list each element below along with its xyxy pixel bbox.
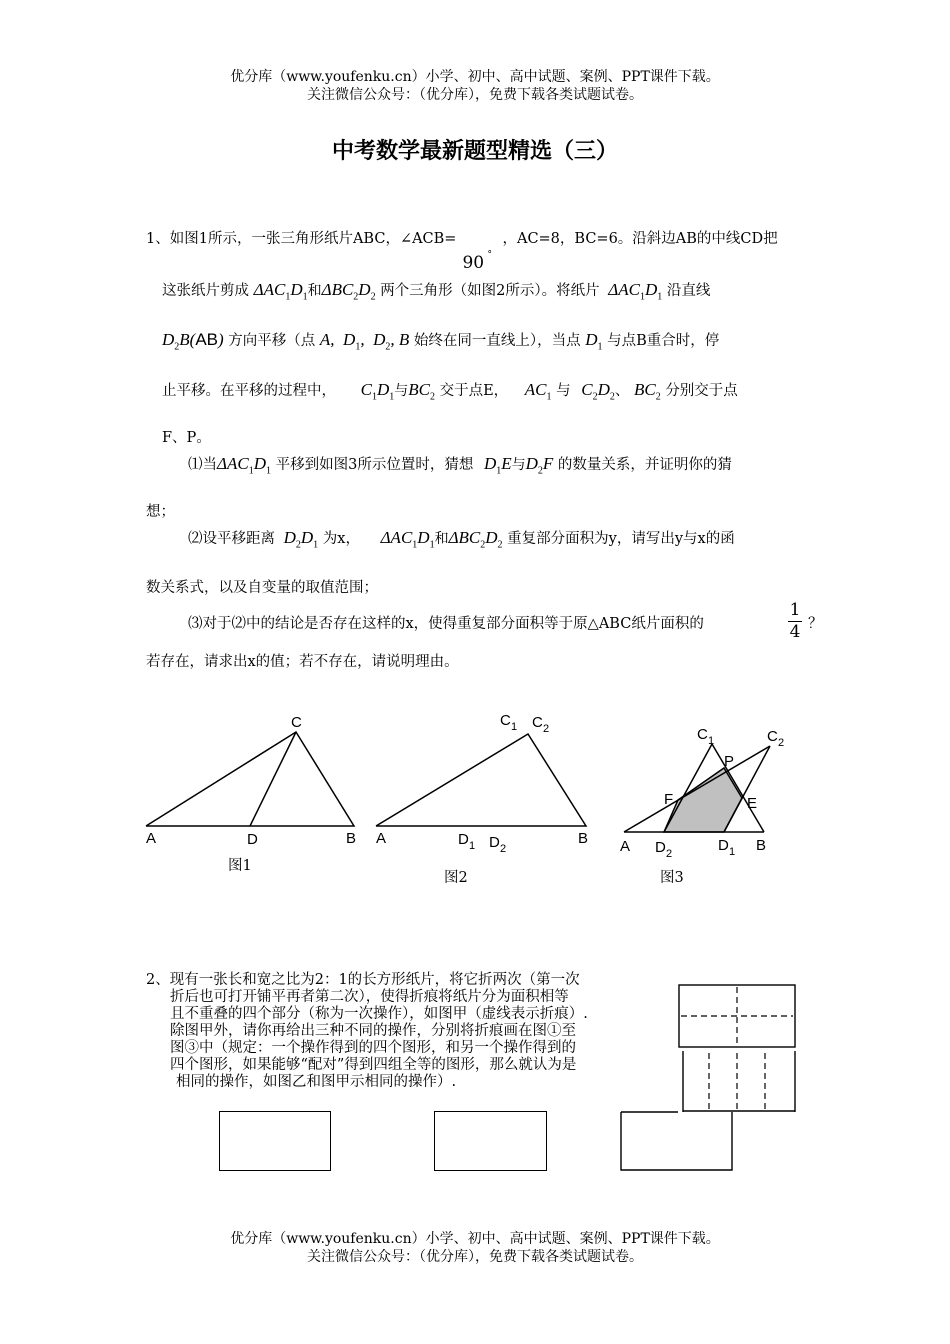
figures-area: [0, 700, 950, 900]
fig2-label-c1: C: [500, 712, 511, 729]
svg-text:2: 2: [543, 723, 550, 735]
fig3-label-c2: C: [767, 728, 778, 745]
q1-line-1: 1、如图1所示，一张三角形纸片ABC，∠ACB= 90 ° ，AC=8，BC=6。沿斜边AB的中线CD把: [146, 231, 778, 273]
page-title: 中考数学最新题型精选（三）: [331, 139, 618, 164]
q2-line-7: 相同的操作，如图乙和图甲示相同的操作）.: [176, 1074, 457, 1090]
math-bc2: $BC_2$: [633, 380, 661, 403]
fig2-label-a: A: [376, 830, 387, 847]
q2-figure-jia: [676, 982, 800, 1114]
q1-line-5: F、P。: [162, 430, 211, 446]
figure-1: [146, 732, 354, 826]
q2-line-1: 2、现有一张长和宽之比为2：1的长方形纸片，将它折两次（第一次: [146, 972, 580, 988]
fraction-one-quarter: 1 4: [789, 600, 801, 642]
fig3-label-d2: D: [655, 839, 666, 856]
q1-sub-2: ⑵设平移距离 $D_2D_1$ 为x， $\Delta AC_1D_1$和$\Delta BC_2D_2$ 重复部分面积为y，请写出y与x的函: [188, 528, 735, 551]
q1-sub-3: ⑶对于⑵中的结论是否存在这样的x，使得重复部分面积等于原△ABC纸片面积的: [188, 616, 704, 632]
fig3-label-b: B: [756, 837, 767, 854]
figure-2: [376, 734, 586, 826]
q2-line-6: 四个图形，如果能够“配对”得到四组全等的图形，那么就认为是: [170, 1057, 577, 1073]
fig1-triangle: [146, 732, 354, 826]
fig1-label-b: B: [346, 830, 357, 847]
fig2-triangle: [376, 734, 586, 826]
math-ac1: $AC_1$: [524, 380, 552, 403]
footer-line-1: 优分库（www.youfenku.cn）小学、初中、高中试题、案例、PPT课件下载。: [230, 1231, 720, 1247]
q1-sub-1-cont: 想；: [146, 504, 175, 520]
blank-figure-3: [618, 1106, 738, 1174]
fig3-label-p: P: [724, 753, 735, 770]
fig1-label-c: C: [291, 714, 302, 731]
fig2-caption: 图2: [444, 870, 468, 886]
svg-text:1: 1: [511, 721, 518, 733]
fig3-shaded-overlap: [664, 768, 742, 832]
svg-text:1: 1: [469, 840, 476, 852]
fig2-label-d2: D: [489, 834, 500, 851]
blank-figure-1: [219, 1111, 331, 1171]
angle-value: 90: [462, 253, 485, 273]
fig3-label-f: F: [664, 791, 674, 808]
fig3-label-e: E: [747, 795, 758, 812]
fig1-label-d: D: [247, 831, 258, 848]
svg-text:2: 2: [666, 848, 673, 860]
blank-figure-2: [434, 1111, 547, 1171]
math-c2d2: $C_2D_2$: [581, 380, 615, 403]
svg-text:1: 1: [729, 846, 736, 858]
figure-3: [624, 744, 770, 832]
fig1-caption: 图1: [228, 858, 252, 874]
header-line-2: 关注微信公众号：（优分库），免费下载各类试题试卷。: [307, 87, 643, 103]
math-triangle-pair: $\Delta AC_1D_1$和$\Delta BC_2D_2$: [253, 280, 376, 303]
q2-line-4: 除图甲外，请你再给出三种不同的操作，分别将折痕画在图①至: [170, 1023, 576, 1039]
svg-text:2: 2: [500, 843, 507, 855]
fig3-label-a: A: [620, 838, 631, 855]
q2-line-3: 且不重叠的四个部分（称为一次操作），如图甲（虚线表示折痕）.: [170, 1006, 588, 1022]
q2-line-5: 图③中（规定：一个操作得到的四个图形，和另一个操作得到的: [170, 1040, 576, 1056]
svg-text:1: 1: [708, 735, 715, 747]
q1-sub-1: ⑴当$\Delta AC_1D_1$ 平移到如图3所示位置时，猜想 $D_1E$与$D_2F$ 的数量关系，并证明你的猜: [188, 454, 732, 477]
fig3-label-c1: C: [697, 726, 708, 743]
q1-sub-3-qmark: ？: [808, 616, 823, 632]
fig2-label-c2: C: [532, 714, 543, 731]
math-line-d2b: $D_2B(AB)$: [162, 330, 224, 353]
q1-line-2: 这张纸片剪成 $\Delta AC_1D_1$和$\Delta BC_2D_2$ 两个三角形（如图2所示）。将纸片 $\Delta AC_1D_1$ 沿直线: [162, 280, 711, 303]
fig3-label-d1: D: [718, 837, 729, 854]
fig1-label-a: A: [146, 830, 157, 847]
math-triangle-1: $\Delta AC_1D_1$: [608, 280, 663, 303]
footer-line-2: 关注微信公众号：（优分库），免费下载各类试题试卷。: [307, 1249, 643, 1265]
q1-sub-3-cont: 若存在，请求出x的值；若不存在，请说明理由。: [146, 654, 459, 670]
math-points: A, $D_1$, $D_2$, B: [319, 330, 410, 353]
header-line-1: 优分库（www.youfenku.cn）小学、初中、高中试题、案例、PPT课件下载。: [230, 69, 720, 85]
fig2-label-d1: D: [458, 831, 469, 848]
math-d1: $D_1$: [585, 330, 603, 353]
q1-line-4: 止平移。在平移的过程中， $C_1D_1$与$BC_2$ 交于点E， $AC_1$ 与 $C_2D_2$、 $BC_2$ 分别交于点: [162, 380, 738, 403]
fig2-label-b: B: [578, 830, 589, 847]
q2-line-2: 折后也可打开铺平再者第二次），使得折痕将纸片分为面积相等: [170, 989, 569, 1005]
svg-text:2: 2: [778, 737, 785, 749]
fig3-caption: 图3: [660, 870, 684, 886]
math-c1d1-bc2: $C_1D_1$与$BC_2$: [360, 380, 435, 403]
q1-line-3: $D_2B(AB)$ 方向平移（点 A, $D_1$, $D_2$, B 始终在同一直线上），当点 $D_1$ 与点B重合时，停: [162, 330, 720, 353]
q1-sub-2-cont: 数关系式，以及自变量的取值范围；: [146, 580, 378, 596]
